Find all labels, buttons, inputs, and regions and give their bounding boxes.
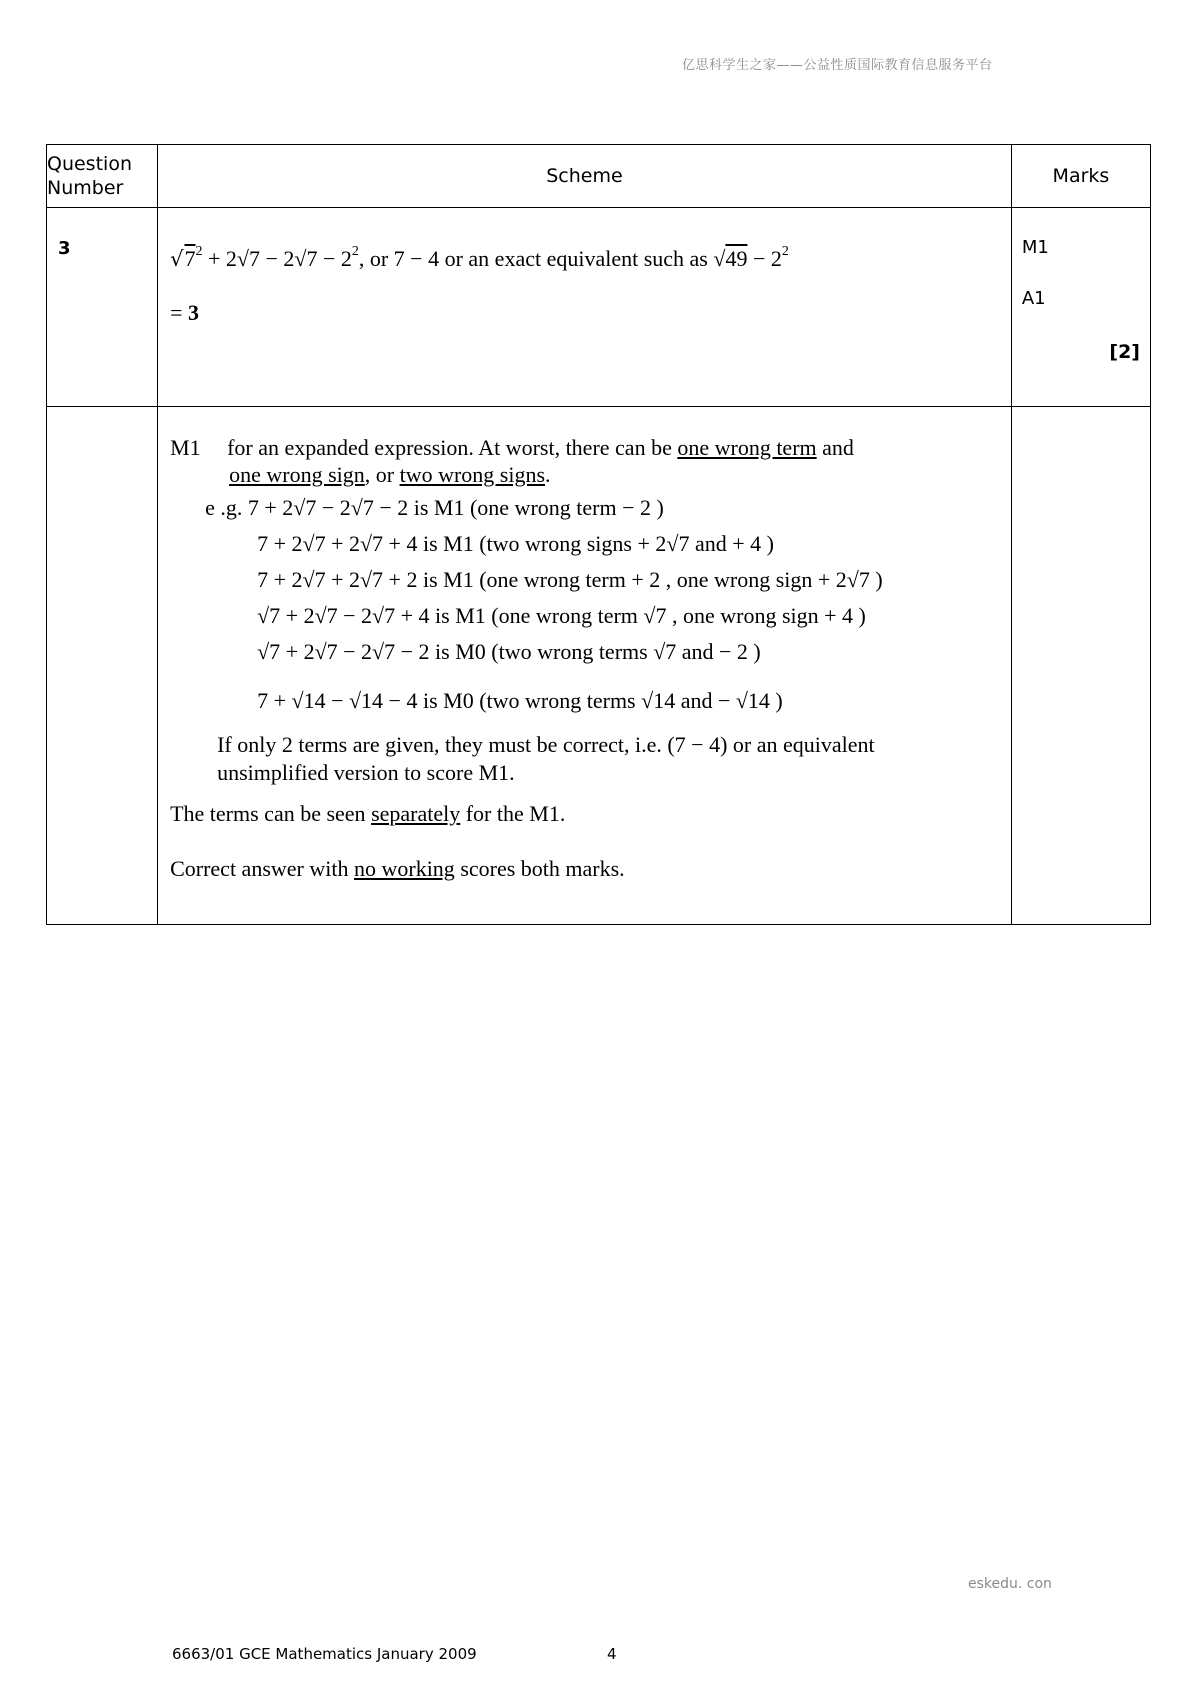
separately-text: The terms can be seen [170,801,372,826]
notes-marks-cell [1011,407,1150,925]
example-4: √7 + 2√7 − 2√7 + 4 is M1 (one wrong term √7 , one wrong sign + 4 ) [257,603,866,628]
example-1: e .g. 7 + 2√7 − 2√7 − 2 is M1 (one wrong term − 2 ) [205,495,664,520]
question-row [47,208,1151,407]
example-5: √7 + 2√7 − 2√7 − 2 is M0 (two wrong terms √7 and − 2 ) [257,639,761,664]
marks-header: Marks [1011,145,1150,208]
question-header-line1: Question [47,153,132,175]
footer-exam-title: 6663/01 GCE Mathematics January 2009 [172,1645,477,1663]
scheme-header: Scheme [158,145,1012,208]
notes-intro-line2 [229,462,550,488]
example-2: 7 + 2√7 + 2√7 + 4 is M1 (two wrong signs + 2√7 and + 4 ) [257,531,774,556]
notes-intro-tail: and [816,435,854,460]
mark-m1: M1 [1021,237,1049,258]
separately-tail: for the M1. [460,801,566,826]
radicand: 49 [725,246,748,271]
question-number: 3 [47,208,158,407]
question-number-header [47,145,158,208]
notes-intro-text: for an expanded expression. At worst, there can be [227,435,678,460]
header-site-note: 亿思科学生之家——公益性质国际教育信息服务平台 [682,58,993,73]
expression-middle: + 2√7 − 2√7 − 2 [202,246,352,271]
footer-site: eskedu. con [968,1576,1052,1592]
exponent: 2 [195,244,203,259]
mark-total: [2] [1109,341,1140,363]
mark-a1: A1 [1021,288,1046,309]
no-working-underline: no working [353,856,455,881]
notes-cell [158,407,1012,925]
notes-line2-tail: . [545,462,551,487]
separately-underline: separately [371,801,461,826]
no-working-tail: scores both marks. [454,856,625,881]
two-terms-note-line2: unsimplified version to score M1. [217,760,515,785]
table-header-row [47,145,1151,208]
notes-empty-cell [47,407,158,925]
separately-note [170,801,565,827]
question-header-line2: Number [47,177,124,199]
radicand: 7 [184,246,196,271]
example-3: 7 + 2√7 + 2√7 + 2 is M1 (one wrong term + 2 , one wrong sign + 2√7 ) [257,567,883,592]
no-working-note [170,856,625,882]
mark-scheme-table [46,144,1151,925]
scheme-answer [170,300,199,326]
two-terms-note-line1: If only 2 terms are given, they must be correct, i.e. (7 − 4) or an equivalent [217,732,875,757]
notes-line2-text: , or [364,462,400,487]
answer-value: 3 [188,300,200,325]
sqrt-symbol: √ [170,247,184,271]
notes-row [47,407,1151,925]
page-number: 4 [607,1645,617,1663]
answer-prefix: = [170,300,189,325]
notes-line2-underline2: two wrong signs [399,462,546,487]
notes-intro-underline: one wrong term [677,435,817,460]
no-working-text: Correct answer with [170,856,354,881]
marks-cell [1011,208,1150,407]
example-6: 7 + √14 − √14 − 4 is M0 (two wrong terms √14 and − √14 ) [257,688,783,713]
notes-intro [227,435,854,461]
expression-tail: − 2 [747,246,782,271]
exponent: 2 [781,244,789,259]
notes-line2-underline1: one wrong sign [229,462,365,487]
scheme-cell [158,208,1012,407]
expression-alternative: , or 7 − 4 or an exact equivalent such as √ [358,246,726,271]
m1-label: M1 [170,435,201,460]
scheme-expression [170,244,789,272]
exponent: 2 [351,244,359,259]
